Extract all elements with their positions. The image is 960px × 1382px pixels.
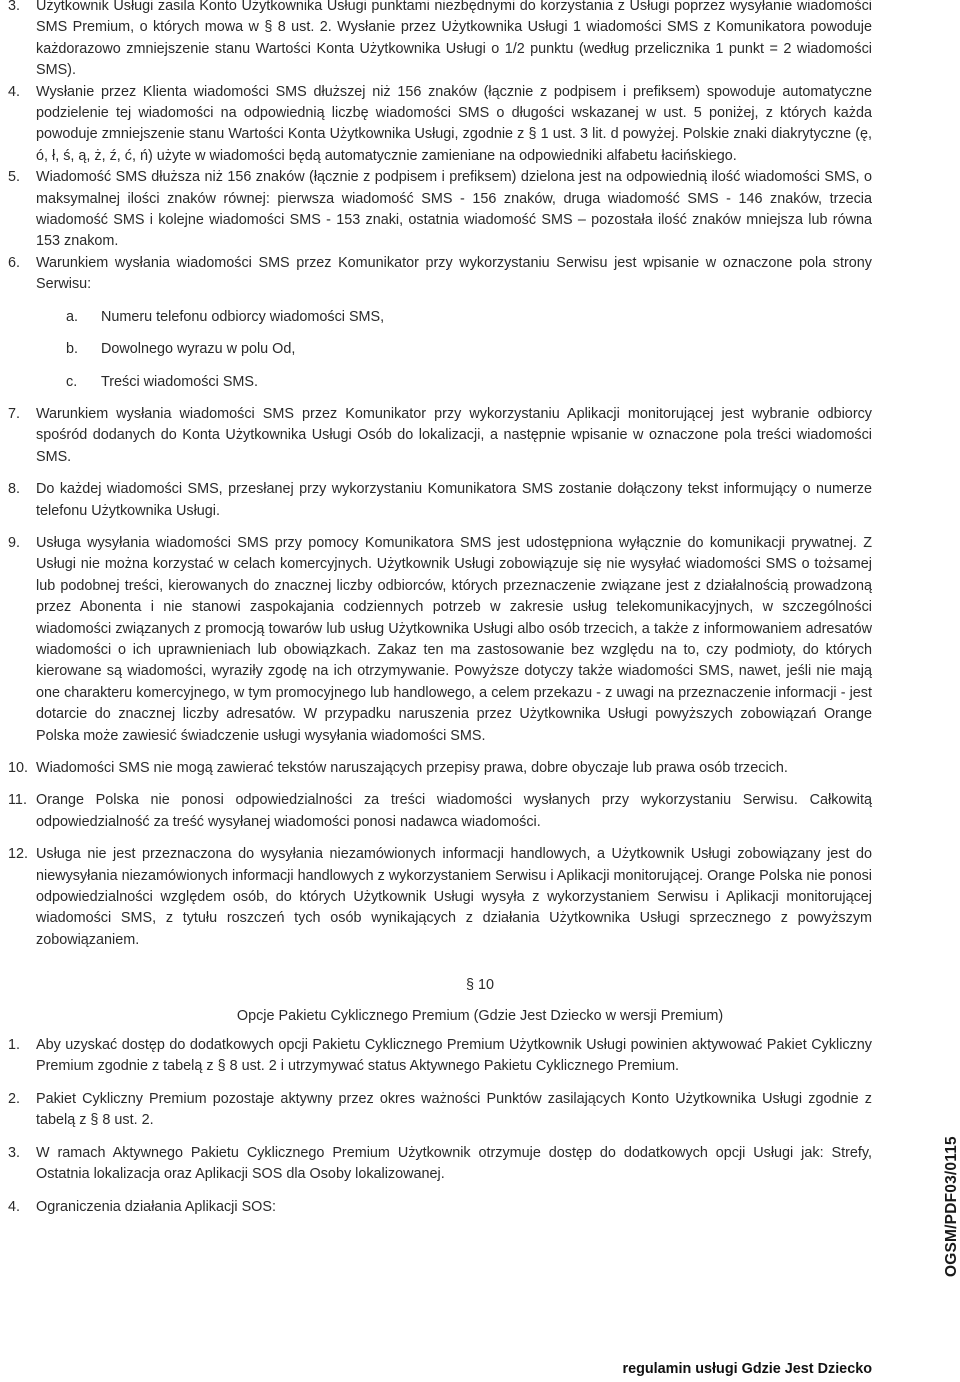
sub-item-b [0,339,960,360]
section-number: § 10 [465,977,494,994]
paragraph-6 [0,253,960,296]
sub-item-letter: a. [66,308,79,325]
section-paragraph-1 [0,1035,960,1078]
paragraph-text: Warunkiem wysłania wiadomości SMS przez Komunikator przy wykorzystaniu Aplikacji monitorującej jest wybranie odbiorcy spośród dodanych do Konta Użytkownika Usługi Osób do lokalizacji, a następnie wpisanie w oznaczone pola treści wiadomości SMS. [36,405,872,465]
section-paragraph-3 [0,1143,960,1186]
paragraph-text: W ramach Aktywnego Pakietu Cyklicznego Premium Użytkownik otrzymuje dostęp do dodatkowych opcji Usługi jak: Strefy, Ostatnia lokalizacja oraz Aplikacji SOS dla Osoby lokalizowanej. [36,1144,872,1183]
paragraph-number: 5. [8,169,21,186]
paragraph-text: Warunkiem wysłania wiadomości SMS przez Komunikator przy wykorzystaniu Serwisu jest wpisanie w oznaczone pola strony Serwisu: [36,254,872,293]
paragraph-4 [0,82,960,168]
paragraph-3 [0,0,960,82]
paragraph-9 [0,533,960,747]
paragraph-number: 4. [8,83,21,100]
paragraph-5 [0,167,960,253]
paragraph-text: Usługa wysyłania wiadomości SMS przy pomocy Komunikatora SMS jest udostępniona wyłącznie do komunikacji prywatnej. Z Usługi nie można korzystać w celach komercyjnych. Użytkownik Usługi zobowiązuje się nie wysyłać wiadomości SMS o tożsamej lub podobnej treści, kierowanych do znacznej liczby odbiorców, których przeznaczenie związane jest z działalnością prowadzoną przez Abonenta i nie stanowi zaspokajania codziennych potrzeb w zakresie usług telekomunikacyjnych, w szczególności wiadomości związanych z promocją towarów lub usług Użytkownika Usługi albo osób trzecich, a także z informowaniem adresatów wiadomości o ich uprawnieniach lub obowiązkach. Zakaz ten ma zastosowanie bez względu na to, czy podmioty, do których kierowane są wiadomości, wyraziły zgodę na ich otrzymywanie. Powyższe dotyczy także wiadomości SMS, nawet, jeśli nie mają one charakteru komercyjnego, w tym promocyjnego lub handlowego, a celem przekazu - z uwagi na przeznaczenie informacji - jest dotarcie do znacznej liczby adresatów. W przypadku naruszenia przez Użytkownika Usługi powyższych zobowiązań Orange Polska może zawiesić świadczenie usługi wysyłania wiadomości SMS. [36,534,872,744]
paragraph-text: Wiadomość SMS dłuższa niż 156 znaków (łącznie z podpisem i prefiksem) dzielona jest na odpowiednią ilość wiadomości SMS, o maksymalnej ilości znaków równej: pierwsza wiadomość SMS - 156 znaków, druga wiadomość SMS - 146 znaków, trzecia wiadomość SMS i kolejne wiadomości SMS - 153 znaki, ostatnia wiadomość SMS – pozostała ilość znaków mniejsza lub równa 153 znakom. [36,169,872,250]
paragraph-number: 7. [8,405,21,422]
sub-item-letter: c. [66,373,78,390]
sub-item-c [0,372,960,393]
paragraph-number: 6. [8,254,21,271]
paragraph-text: Wiadomości SMS nie mogą zawierać tekstów naruszających przepisy prawa, dobre obyczaje lub prawa osób trzecich. [36,760,788,776]
sub-item-a [0,307,960,328]
section-paragraph-2 [0,1089,960,1132]
sub-item-text: Dowolnego wyrazu w polu Od, [101,341,296,358]
paragraph-number: 2. [8,1090,21,1107]
sub-item-text: Numeru telefonu odbiorcy wiadomości SMS, [101,308,385,325]
paragraph-number: 9. [8,534,21,551]
paragraph-number: 4. [8,1198,21,1215]
paragraph-8 [0,479,960,522]
sub-item-text: Treści wiadomości SMS. [101,373,258,390]
document-code-vertical: OGSM/PDF03/0115 [943,1136,960,1277]
paragraph-number: 10. [8,760,29,776]
paragraph-12 [0,844,960,951]
paragraph-text: Usługa nie jest przeznaczona do wysyłania niezamówionych informacji handlowych, a Użytkownik Usługi zobowiązany jest do niewysyłania niezamówionych informacji handlowych z wykorzystaniem Serwisu i Aplikacji monitorującej. Orange Polska nie ponosi odpowiedzialności względem osób, do których Użytkownik Usługi wysyła z wykorzystaniem Serwisu i Aplikacji monitorującej wiadomości SMS, z tytułu roszczeń tych osób wynikających z działania Użytkownika Usługi sprzecznego z powyższym zobowiązaniem. [36,846,872,948]
paragraph-number: 11. [8,792,27,809]
paragraph-7 [0,404,960,468]
paragraph-text: Użytkownik Usługi zasila Konto Użytkownika Usługi punktami niezbędnymi do korzystania z Usługi poprzez wysyłanie wiadomości SMS Premium, o których mowa w § 8 ust. 2. Wysłanie przez Użytkownika Usługi 1 wiadomości SMS z Komunikatora powoduje każdorazowo zmniejszenie stanu Wartości Konta Użytkownika Usługi o 1/2 punktu (według przelicznika 1 punkt = 2 wiadomości SMS). [36,0,872,79]
paragraph-text: Aby uzyskać dostęp do dodatkowych opcji Pakietu Cyklicznego Premium Użytkownik Usługi powinien aktywować Pakiet Cykliczny Premium zgodnie z tabelą z § 8 ust. 2 i utrzymywać status Aktywnego Pakietu Cyklicznego Premium. [36,1037,872,1075]
section-paragraph-4 [0,1197,960,1218]
paragraph-text: Pakiet Cykliczny Premium pozostaje aktywny przez okres ważności Punktów zasilających Konto Użytkownika Usługi zgodnie z tabelą z § 8 ust. 2. [36,1090,872,1129]
paragraph-text: Orange Polska nie ponosi odpowiedzialności za treści wiadomości wysłanych przy wykorzystaniu Serwisu. Całkowitą odpowiedzialność za treść wysyłanej wiadomości ponosi nadawca wiadomości. [36,792,872,830]
paragraph-number: 12. [8,846,29,863]
sub-item-letter: b. [66,341,79,358]
paragraph-number: 1. [8,1037,21,1054]
paragraph-number: 3. [8,0,21,14]
section-title: Opcje Pakietu Cyklicznego Premium (Gdzie Jest Dziecko w wersji Premium) [236,1007,724,1024]
paragraph-text: Wysłanie przez Klienta wiadomości SMS dłuższej niż 156 znaków (łącznie z podpisem i prefiksem) spowoduje automatyczne podzielenie tej wiadomości na odpowiednią liczbę wiadomości SMS o długości wskazanej w ust. 5 poniżej, z których każda powoduje zmniejszenie stanu Wartości Konta Użytkownika Usługi, zgodnie z § 1 ust. 3 lit. d powyżej. Polskie znaki diakrytyczne (ę, ó, ł, ś, ą, ż, ź, ć, ń) użyte w wiadomości będą automatycznie zamieniane na odpowiedniki alfabetu łacińskiego. [36,83,872,164]
paragraph-10 [0,758,960,779]
paragraph-number: 3. [8,1144,21,1161]
paragraph-11 [0,790,960,833]
paragraph-text: Ograniczenia działania Aplikacji SOS: [36,1198,276,1215]
page-footer: regulamin usługi Gdzie Jest Dziecko [622,1361,872,1377]
paragraph-text: Do każdej wiadomości SMS, przesłanej przy wykorzystaniu Komunikatora SMS zostanie dołączony tekst informujący o numerze telefonu Użytkownika Usługi. [36,481,872,519]
paragraph-number: 8. [8,481,21,498]
